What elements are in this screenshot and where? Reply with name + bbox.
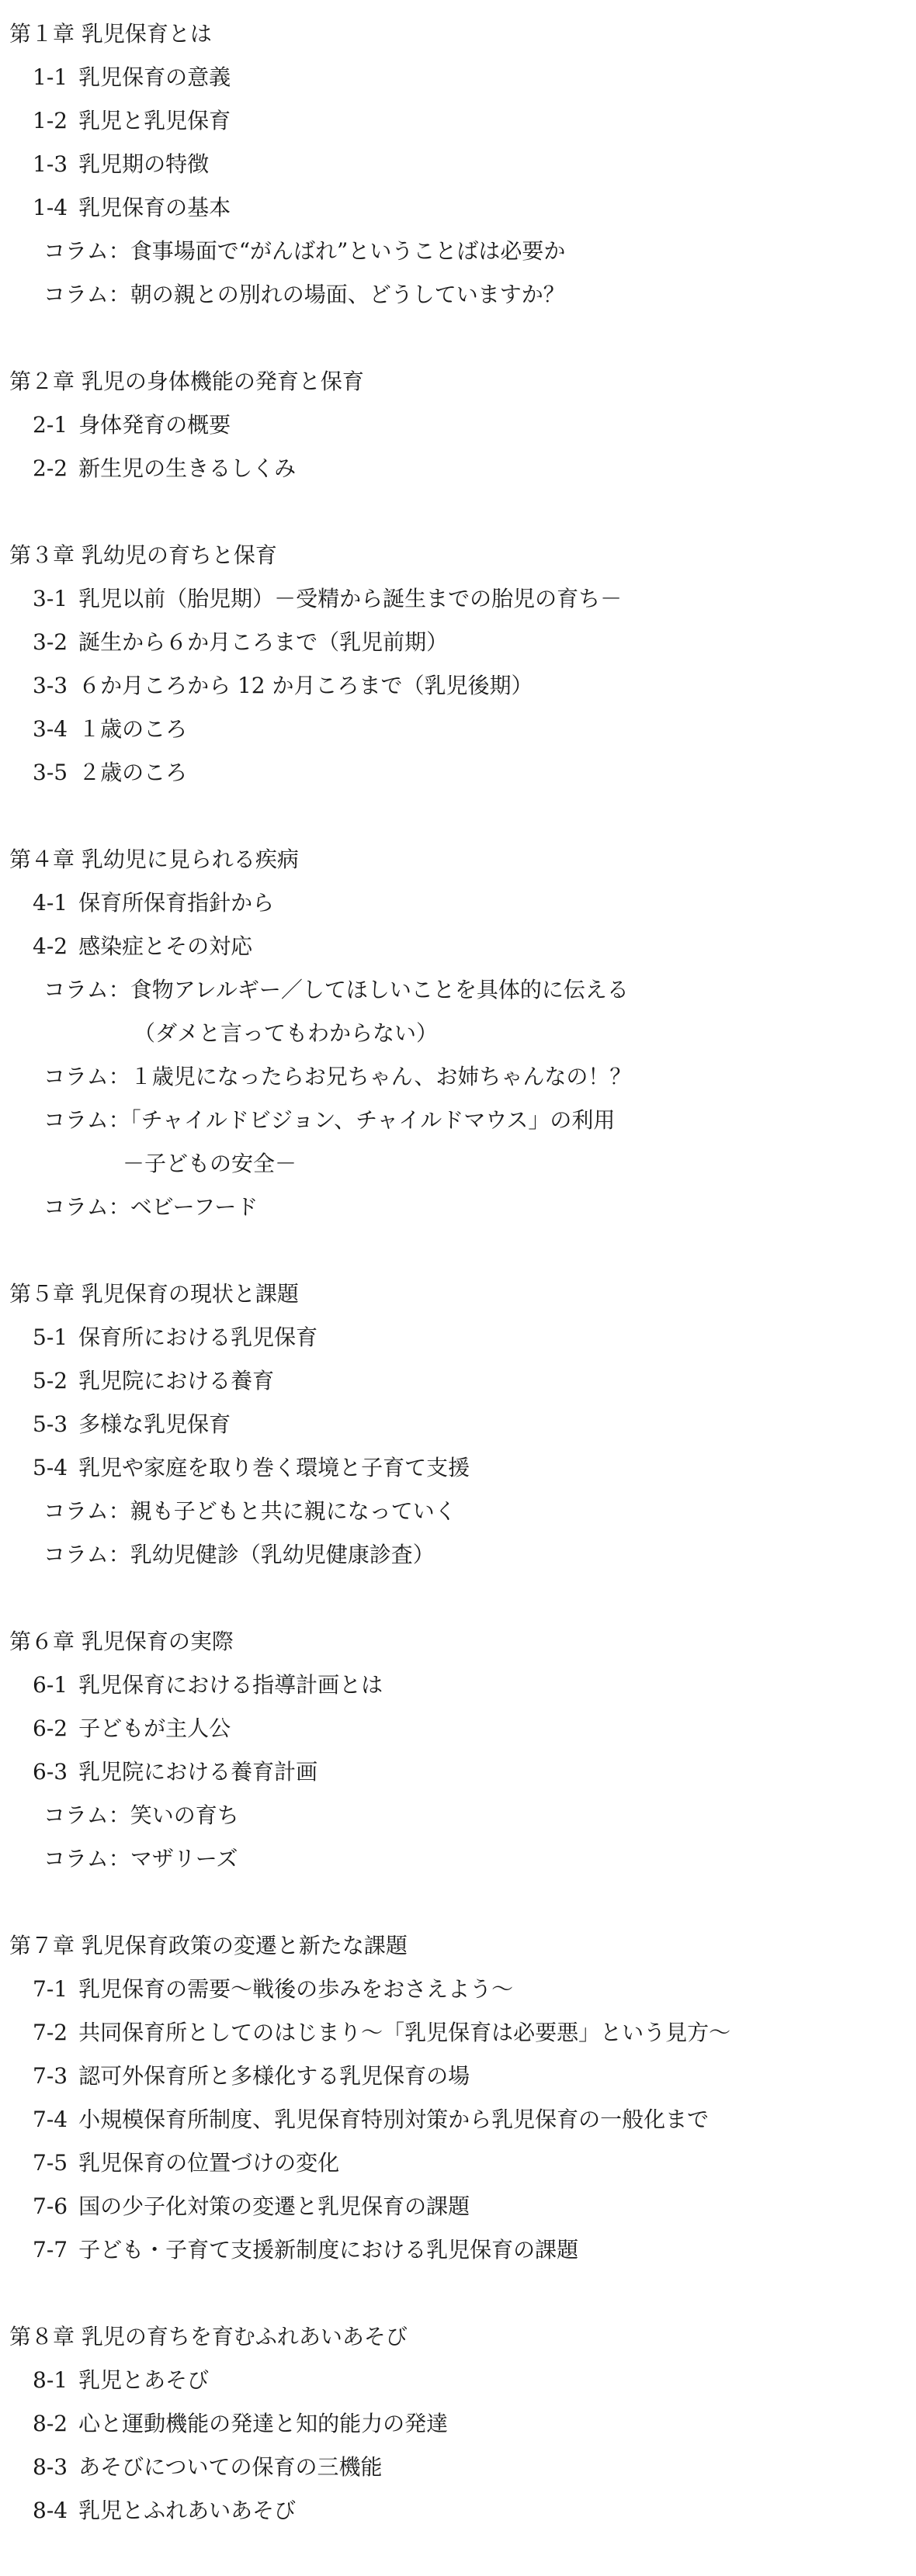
column-entry: コラム：朝の親との別れの場面、どうしていますか？ [43,282,565,307]
section-title: 身体発育の概要 [78,412,231,438]
section-title: 共同保育所としてのはじまり～「乳児保育は必要悪」という見方～ [78,2020,731,2045]
section-title: 多様な乳児保育 [78,1411,231,1437]
section-entry [0,403,916,447]
section-number: 1-3 [33,151,68,177]
section-number: 5-3 [33,1411,68,1437]
chapter-block [0,1620,916,1881]
column-entry: コラム：乳幼児健診（乳幼児健康診査） [43,1542,435,1567]
section-title: 乳児とあそび [78,2367,210,2393]
section-entry [0,1707,916,1750]
column-entry-continuation: （ダメと言ってもわからない） [134,1020,439,1046]
section-entry [0,577,916,621]
section-entry [0,708,916,751]
section-title: 乳児院における養育計画 [78,1759,318,1785]
chapter-block [0,1272,916,1577]
section-number: 8-4 [33,2498,68,2523]
column-entry: コラム：親も子どもと共に親になっていく [43,1498,456,1524]
chapter-title: 第１章 乳児保育とは [9,21,212,47]
section-number: 7-7 [33,2237,68,2263]
column-entry: コラム：食事場面で“がんばれ”ということばは必要か [43,238,566,264]
section-number: 3-1 [33,586,68,611]
section-title: １歳のころ [78,716,188,742]
section-number: 5-2 [33,1368,68,1394]
section-title: 乳児や家庭を取り巻く環境と子育て支援 [78,1455,470,1480]
section-number: 4-2 [33,933,68,959]
section-number: 7-2 [33,2020,68,2045]
section-entry [0,2446,916,2489]
section-entry [0,664,916,708]
section-title: 乳児保育の意義 [78,64,231,90]
section-entry [0,2055,916,2098]
chapter-title: 第２章 乳児の身体機能の発育と保育 [9,369,364,394]
section-number: 3-4 [33,716,68,742]
section-title: 感染症とその対応 [78,933,253,959]
section-number: 4-1 [33,890,68,916]
section-entry [0,447,916,490]
section-number: 2-2 [33,455,68,481]
section-entry [0,2098,916,2141]
chapter-title: 第４章 乳幼児に見られる疾病 [9,847,299,872]
section-entry [0,2185,916,2228]
section-entry [0,2489,916,2533]
section-entry [0,1359,916,1403]
chapter-title: 第８章 乳児の育ちを育むふれあいあそび [9,2324,408,2349]
chapter-title: 第５章 乳児保育の現状と課題 [9,1281,299,1307]
chapter-block [0,12,916,317]
section-number: 7-1 [33,1976,68,2002]
section-entry [0,56,916,99]
section-title: 乳児とふれあいあそび [78,2498,297,2523]
section-number: 6-3 [33,1759,68,1785]
section-entry [0,1403,916,1446]
chapter-block [0,360,916,490]
section-number: 5-1 [33,1324,68,1350]
column-entry: コラム：１歳児になったらお兄ちゃん、お姉ちゃんなの！？ [43,1064,632,1089]
section-number: 1-2 [33,108,68,133]
column-entry: コラム：「チャイルドビジョン、チャイルドマウス」の利用 [43,1107,616,1133]
section-title: 乳児と乳児保育 [78,108,231,133]
section-entry [0,2141,916,2185]
column-entry: コラム：笑いの育ち [43,1802,239,1828]
section-title: 国の少子化対策の変遷と乳児保育の課題 [78,2193,470,2219]
section-entry [0,925,916,968]
section-number: 7-3 [33,2063,68,2089]
section-entry [0,2359,916,2402]
section-number: 5-4 [33,1455,68,1480]
section-entry [0,1446,916,1490]
section-number: 3-3 [33,673,68,698]
section-title: 保育所保育指針から [78,890,275,916]
section-title: 心と運動機能の発達と知的能力の発達 [78,2411,449,2436]
column-entry: コラム：マザリーズ [43,1846,238,1871]
section-number: 3-5 [33,760,68,785]
section-title: 子ども・子育て支援新制度における乳児保育の課題 [78,2237,579,2263]
section-entry [0,186,916,230]
section-number: 7-4 [33,2107,68,2132]
section-entry [0,143,916,186]
column-entry-continuation: －子どもの安全－ [123,1151,297,1176]
section-title: 新生児の生きるしくみ [78,455,297,481]
column-entry: コラム：ベビーフード [43,1194,258,1220]
section-number: 6-2 [33,1716,68,1741]
section-title: 乳児保育の基本 [78,195,231,220]
chapter-title: 第３章 乳幼児の育ちと保育 [9,542,277,568]
chapter-block [0,1924,916,2272]
section-entry [0,1968,916,2011]
section-title: 乳児保育の位置づけの変化 [78,2150,340,2176]
section-title: 乳児以前（胎児期）－受精から誕生までの胎児の育ち－ [78,586,623,611]
section-title: 保育所における乳児保育 [78,1324,318,1350]
section-entry [0,881,916,925]
section-number: 8-1 [33,2367,68,2393]
chapter-block [0,2315,916,2533]
section-entry [0,621,916,664]
section-title: ６か月ころから 12 か月ころまで（乳児後期） [78,673,533,698]
section-entry [0,2402,916,2446]
section-title: 乳児期の特徴 [78,151,210,177]
section-title: あそびについての保育の三機能 [78,2454,383,2480]
section-number: 7-5 [33,2150,68,2176]
section-number: 3-2 [33,629,68,655]
section-number: 1-1 [33,64,68,90]
section-entry [0,1316,916,1359]
section-entry [0,2228,916,2272]
section-entry [0,1664,916,1707]
section-title: 認可外保育所と多様化する乳児保育の場 [78,2063,470,2089]
chapter-title: 第７章 乳児保育政策の変遷と新たな課題 [9,1933,408,1958]
section-title: 乳児保育における指導計画とは [78,1672,383,1698]
section-number: 8-3 [33,2454,68,2480]
section-number: 1-4 [33,195,68,220]
chapter-block [0,838,916,1229]
section-entry [0,1750,916,1794]
section-entry [0,99,916,143]
chapter-block [0,534,916,795]
section-entry [0,2011,916,2055]
section-number: 6-1 [33,1672,68,1698]
section-title: 子どもが主人公 [78,1716,231,1741]
chapter-title: 第６章 乳児保育の実際 [9,1629,234,1654]
section-number: 8-2 [33,2411,68,2436]
section-title: 小規模保育所制度、乳児保育特別対策から乳児保育の一般化まで [78,2107,710,2132]
section-title: ２歳のころ [78,760,188,785]
section-number: 2-1 [33,412,68,438]
section-title: 誕生から６か月ころまで（乳児前期） [78,629,449,655]
section-number: 7-6 [33,2193,68,2219]
section-title: 乳児保育の需要～戦後の歩みをおさえよう～ [78,1976,514,2002]
section-title: 乳児院における養育 [78,1368,275,1394]
section-entry [0,751,916,795]
column-entry: コラム：食物アレルギー／してほしいことを具体的に伝える [43,977,629,1002]
